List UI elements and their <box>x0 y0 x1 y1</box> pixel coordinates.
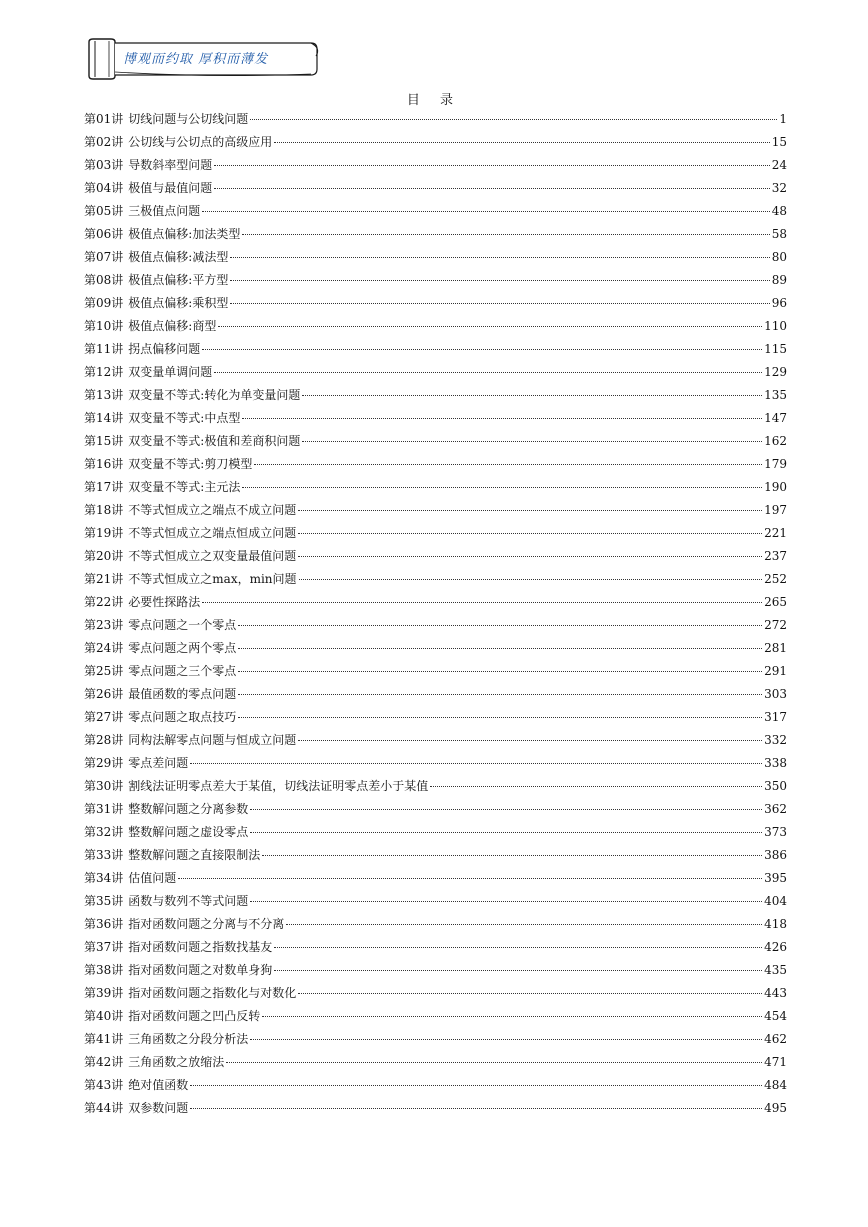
entry-number: 第21讲 <box>84 572 124 586</box>
dot-leader <box>230 280 769 281</box>
dot-leader <box>226 1062 762 1063</box>
toc-entry[interactable] <box>84 432 787 455</box>
entry-title: 极值点偏移:减法型 <box>128 250 229 264</box>
dot-leader <box>178 878 762 879</box>
entry-number: 第16讲 <box>84 457 124 471</box>
entry-number: 第03讲 <box>84 158 124 172</box>
entry-title: 双参数问题 <box>128 1101 189 1115</box>
entry-page: 129 <box>764 365 787 379</box>
entry-page: 89 <box>771 273 787 287</box>
toc-entry[interactable] <box>84 1076 787 1099</box>
dot-leader <box>298 533 762 534</box>
toc-entry[interactable] <box>84 156 787 179</box>
dot-leader <box>214 372 762 373</box>
entry-number: 第22讲 <box>84 595 124 609</box>
dot-leader <box>302 441 762 442</box>
entry-page: 96 <box>771 296 787 310</box>
entry-title: 三极值点问题 <box>128 204 201 218</box>
entry-page: 404 <box>764 894 787 908</box>
entry-number: 第32讲 <box>84 825 124 839</box>
entry-number: 第13讲 <box>84 388 124 402</box>
dot-leader <box>298 510 762 511</box>
toc-entry[interactable] <box>84 478 787 501</box>
entry-page: 252 <box>764 572 787 586</box>
dot-leader <box>430 786 762 787</box>
entry-page: 471 <box>764 1055 787 1069</box>
entry-title: 指对函数问题之分离与不分离 <box>128 917 285 931</box>
entry-number: 第37讲 <box>84 940 124 954</box>
dot-leader <box>238 717 762 718</box>
entry-title: 最值函数的零点问题 <box>128 687 237 701</box>
dot-leader <box>250 901 762 902</box>
entry-title: 零点问题之取点技巧 <box>128 710 237 724</box>
entry-number: 第42讲 <box>84 1055 124 1069</box>
entry-title: 不等式恒成立之双变量最值问题 <box>128 549 297 563</box>
toc-entry[interactable] <box>84 869 787 892</box>
entry-title: 不等式恒成立之端点不成立问题 <box>128 503 297 517</box>
dot-leader <box>238 671 762 672</box>
toc-entry[interactable] <box>84 202 787 225</box>
dot-leader <box>274 142 769 143</box>
entry-title: 必要性探路法 <box>128 595 201 609</box>
entry-page: 162 <box>764 434 787 448</box>
toc-entry[interactable] <box>84 846 787 869</box>
entry-title: 导数斜率型问题 <box>128 158 213 172</box>
dot-leader <box>286 924 762 925</box>
toc-entry[interactable] <box>84 823 787 846</box>
entry-page: 386 <box>764 848 787 862</box>
entry-number: 第31讲 <box>84 802 124 816</box>
toc-entry[interactable] <box>84 363 787 386</box>
entry-page: 179 <box>764 457 787 471</box>
toc-title: 目 录 <box>406 93 462 108</box>
entry-page: 48 <box>771 204 787 218</box>
entry-number: 第27讲 <box>84 710 124 724</box>
toc-entry[interactable] <box>84 1053 787 1076</box>
dot-leader <box>250 1039 762 1040</box>
toc-entry[interactable] <box>84 248 787 271</box>
entry-number: 第18讲 <box>84 503 124 517</box>
entry-page: 362 <box>764 802 787 816</box>
dot-leader <box>298 993 762 994</box>
dot-leader <box>214 165 769 166</box>
toc-entry[interactable] <box>84 984 787 1007</box>
entry-title: 割线法证明零点差大于某值，切线法证明零点差小于某值 <box>128 779 429 793</box>
dot-leader <box>238 648 762 649</box>
entry-number: 第01讲 <box>84 112 124 126</box>
entry-title: 零点问题之一个零点 <box>128 618 237 632</box>
entry-title: 三角函数之放缩法 <box>128 1055 225 1069</box>
entry-title: 零点差问题 <box>128 756 189 770</box>
entry-page: 303 <box>764 687 787 701</box>
entry-title: 整数解问题之直接限制法 <box>128 848 261 862</box>
entry-page: 80 <box>771 250 787 264</box>
dot-leader <box>242 418 762 419</box>
dot-leader <box>254 464 762 465</box>
dot-leader <box>299 579 763 580</box>
dot-leader <box>202 349 762 350</box>
entry-number: 第40讲 <box>84 1009 124 1023</box>
toc-entry[interactable] <box>84 938 787 961</box>
entry-page: 281 <box>764 641 787 655</box>
entry-number: 第11讲 <box>84 342 124 356</box>
entry-title: 极值点偏移:加法类型 <box>128 227 241 241</box>
toc-entry[interactable] <box>84 1099 787 1122</box>
entry-title: 双变量不等式:转化为单变量问题 <box>128 388 301 402</box>
dot-leader <box>190 763 762 764</box>
entry-page: 418 <box>764 917 787 931</box>
toc-entry[interactable] <box>84 570 787 593</box>
entry-title: 不等式恒成立之端点恒成立问题 <box>128 526 297 540</box>
entry-number: 第28讲 <box>84 733 124 747</box>
entry-number: 第23讲 <box>84 618 124 632</box>
entry-title: 指对函数问题之指数化与对数化 <box>128 986 297 1000</box>
entry-page: 24 <box>771 158 787 172</box>
toc-entry[interactable] <box>84 915 787 938</box>
header-banner <box>85 38 321 80</box>
dot-leader <box>274 947 762 948</box>
toc-entry[interactable] <box>84 340 787 363</box>
dot-leader <box>250 119 777 120</box>
dot-leader <box>298 740 762 741</box>
entry-title: 绝对值函数 <box>128 1078 189 1092</box>
toc-entry[interactable] <box>84 547 787 570</box>
dot-leader <box>250 809 762 810</box>
entry-number: 第04讲 <box>84 181 124 195</box>
entry-title: 切线问题与公切线问题 <box>128 112 249 126</box>
toc-entry[interactable] <box>84 133 787 156</box>
entry-title: 极值点偏移:平方型 <box>128 273 229 287</box>
entry-title: 估值问题 <box>128 871 177 885</box>
toc-entry[interactable] <box>84 271 787 294</box>
entry-page: 190 <box>764 480 787 494</box>
toc-entry[interactable] <box>84 800 787 823</box>
entry-page: 265 <box>764 595 787 609</box>
entry-title: 极值点偏移:商型 <box>128 319 217 333</box>
entry-number: 第20讲 <box>84 549 124 563</box>
entry-page: 135 <box>764 388 787 402</box>
entry-title: 整数解问题之虚设零点 <box>128 825 249 839</box>
toc-entry[interactable] <box>84 685 787 708</box>
entry-title: 双变量不等式:主元法 <box>128 480 241 494</box>
entry-title: 双变量不等式:中点型 <box>128 411 241 425</box>
entry-page: 395 <box>764 871 787 885</box>
entry-number: 第29讲 <box>84 756 124 770</box>
toc-entry[interactable] <box>84 294 787 317</box>
toc-entry[interactable] <box>84 961 787 984</box>
entry-number: 第30讲 <box>84 779 124 793</box>
entry-title: 同构法解零点问题与恒成立问题 <box>128 733 297 747</box>
entry-number: 第25讲 <box>84 664 124 678</box>
dot-leader <box>242 234 769 235</box>
entry-page: 443 <box>764 986 787 1000</box>
entry-number: 第34讲 <box>84 871 124 885</box>
entry-page: 58 <box>771 227 787 241</box>
entry-page: 32 <box>771 181 787 195</box>
dot-leader <box>202 602 762 603</box>
entry-number: 第17讲 <box>84 480 124 494</box>
entry-page: 15 <box>771 135 787 149</box>
entry-title: 三角函数之分段分析法 <box>128 1032 249 1046</box>
entry-number: 第38讲 <box>84 963 124 977</box>
entry-number: 第07讲 <box>84 250 124 264</box>
entry-number: 第39讲 <box>84 986 124 1000</box>
entry-page: 435 <box>764 963 787 977</box>
entry-title: 零点问题之两个零点 <box>128 641 237 655</box>
entry-page: 332 <box>764 733 787 747</box>
entry-number: 第08讲 <box>84 273 124 287</box>
entry-number: 第35讲 <box>84 894 124 908</box>
dot-leader <box>298 556 762 557</box>
entry-title: 拐点偏移问题 <box>128 342 201 356</box>
entry-number: 第02讲 <box>84 135 124 149</box>
entry-page: 426 <box>764 940 787 954</box>
toc-entry[interactable] <box>84 501 787 524</box>
toc-entry[interactable] <box>84 110 787 133</box>
dot-leader <box>242 487 762 488</box>
entry-title: 指对函数问题之对数单身狗 <box>128 963 273 977</box>
table-of-contents <box>84 110 787 1122</box>
entry-title: 公切线与公切点的高级应用 <box>128 135 273 149</box>
dot-leader <box>238 625 762 626</box>
entry-page: 291 <box>764 664 787 678</box>
toc-entry[interactable] <box>84 662 787 685</box>
entry-number: 第26讲 <box>84 687 124 701</box>
entry-number: 第12讲 <box>84 365 124 379</box>
entry-number: 第43讲 <box>84 1078 124 1092</box>
entry-page: 115 <box>764 342 787 356</box>
dot-leader <box>238 694 762 695</box>
dot-leader <box>214 188 769 189</box>
entry-page: 454 <box>764 1009 787 1023</box>
dot-leader <box>190 1108 762 1109</box>
toc-entry[interactable] <box>84 708 787 731</box>
toc-entry[interactable] <box>84 639 787 662</box>
entry-title: 指对函数问题之指数找基友 <box>128 940 273 954</box>
entry-number: 第05讲 <box>84 204 124 218</box>
toc-entry[interactable] <box>84 225 787 248</box>
entry-number: 第15讲 <box>84 434 124 448</box>
toc-entry[interactable] <box>84 777 787 800</box>
entry-number: 第41讲 <box>84 1032 124 1046</box>
toc-entry[interactable] <box>84 317 787 340</box>
toc-entry[interactable] <box>84 386 787 409</box>
banner-motto: 博观而约取 厚积而薄发 <box>123 52 269 67</box>
entry-number: 第09讲 <box>84 296 124 310</box>
entry-title: 指对函数问题之凹凸反转 <box>128 1009 261 1023</box>
dot-leader <box>250 832 762 833</box>
entry-title: 双变量单调问题 <box>128 365 213 379</box>
dot-leader <box>218 326 762 327</box>
entry-page: 317 <box>764 710 787 724</box>
entry-page: 237 <box>764 549 787 563</box>
entry-number: 第44讲 <box>84 1101 124 1115</box>
entry-title: 函数与数列不等式问题 <box>128 894 249 908</box>
entry-page: 147 <box>764 411 787 425</box>
entry-page: 495 <box>764 1101 787 1115</box>
entry-number: 第06讲 <box>84 227 124 241</box>
dot-leader <box>202 211 769 212</box>
dot-leader <box>262 1016 762 1017</box>
entry-page: 338 <box>764 756 787 770</box>
toc-entry[interactable] <box>84 616 787 639</box>
dot-leader <box>274 970 762 971</box>
entry-title: 零点问题之三个零点 <box>128 664 237 678</box>
entry-page: 1 <box>779 112 787 126</box>
dot-leader <box>230 257 769 258</box>
toc-entry[interactable] <box>84 754 787 777</box>
dot-leader <box>190 1085 762 1086</box>
entry-title: 极值点偏移:乘积型 <box>128 296 229 310</box>
entry-number: 第36讲 <box>84 917 124 931</box>
toc-entry[interactable] <box>84 1007 787 1030</box>
entry-page: 197 <box>764 503 787 517</box>
entry-title: 双变量不等式:极值和差商积问题 <box>128 434 301 448</box>
entry-page: 221 <box>764 526 787 540</box>
entry-title: 整数解问题之分离参数 <box>128 802 249 816</box>
toc-entry[interactable] <box>84 455 787 478</box>
toc-entry[interactable] <box>84 179 787 202</box>
dot-leader <box>230 303 769 304</box>
toc-entry[interactable] <box>84 524 787 547</box>
entry-title: 极值与最值问题 <box>128 181 213 195</box>
entry-number: 第19讲 <box>84 526 124 540</box>
dot-leader <box>262 855 762 856</box>
entry-number: 第24讲 <box>84 641 124 655</box>
dot-leader <box>302 395 762 396</box>
entry-page: 272 <box>764 618 787 632</box>
toc-entry[interactable] <box>84 892 787 915</box>
toc-entry[interactable] <box>84 731 787 754</box>
entry-page: 373 <box>764 825 787 839</box>
toc-entry[interactable] <box>84 1030 787 1053</box>
entry-number: 第14讲 <box>84 411 124 425</box>
toc-entry[interactable] <box>84 409 787 432</box>
entry-page: 110 <box>764 319 787 333</box>
toc-entry[interactable] <box>84 593 787 616</box>
entry-title: 双变量不等式:剪刀模型 <box>128 457 253 471</box>
entry-page: 484 <box>764 1078 787 1092</box>
entry-page: 462 <box>764 1032 787 1046</box>
entry-number: 第33讲 <box>84 848 124 862</box>
entry-page: 350 <box>764 779 787 793</box>
entry-number: 第10讲 <box>84 319 124 333</box>
entry-title: 不等式恒成立之max，min问题 <box>128 572 297 586</box>
